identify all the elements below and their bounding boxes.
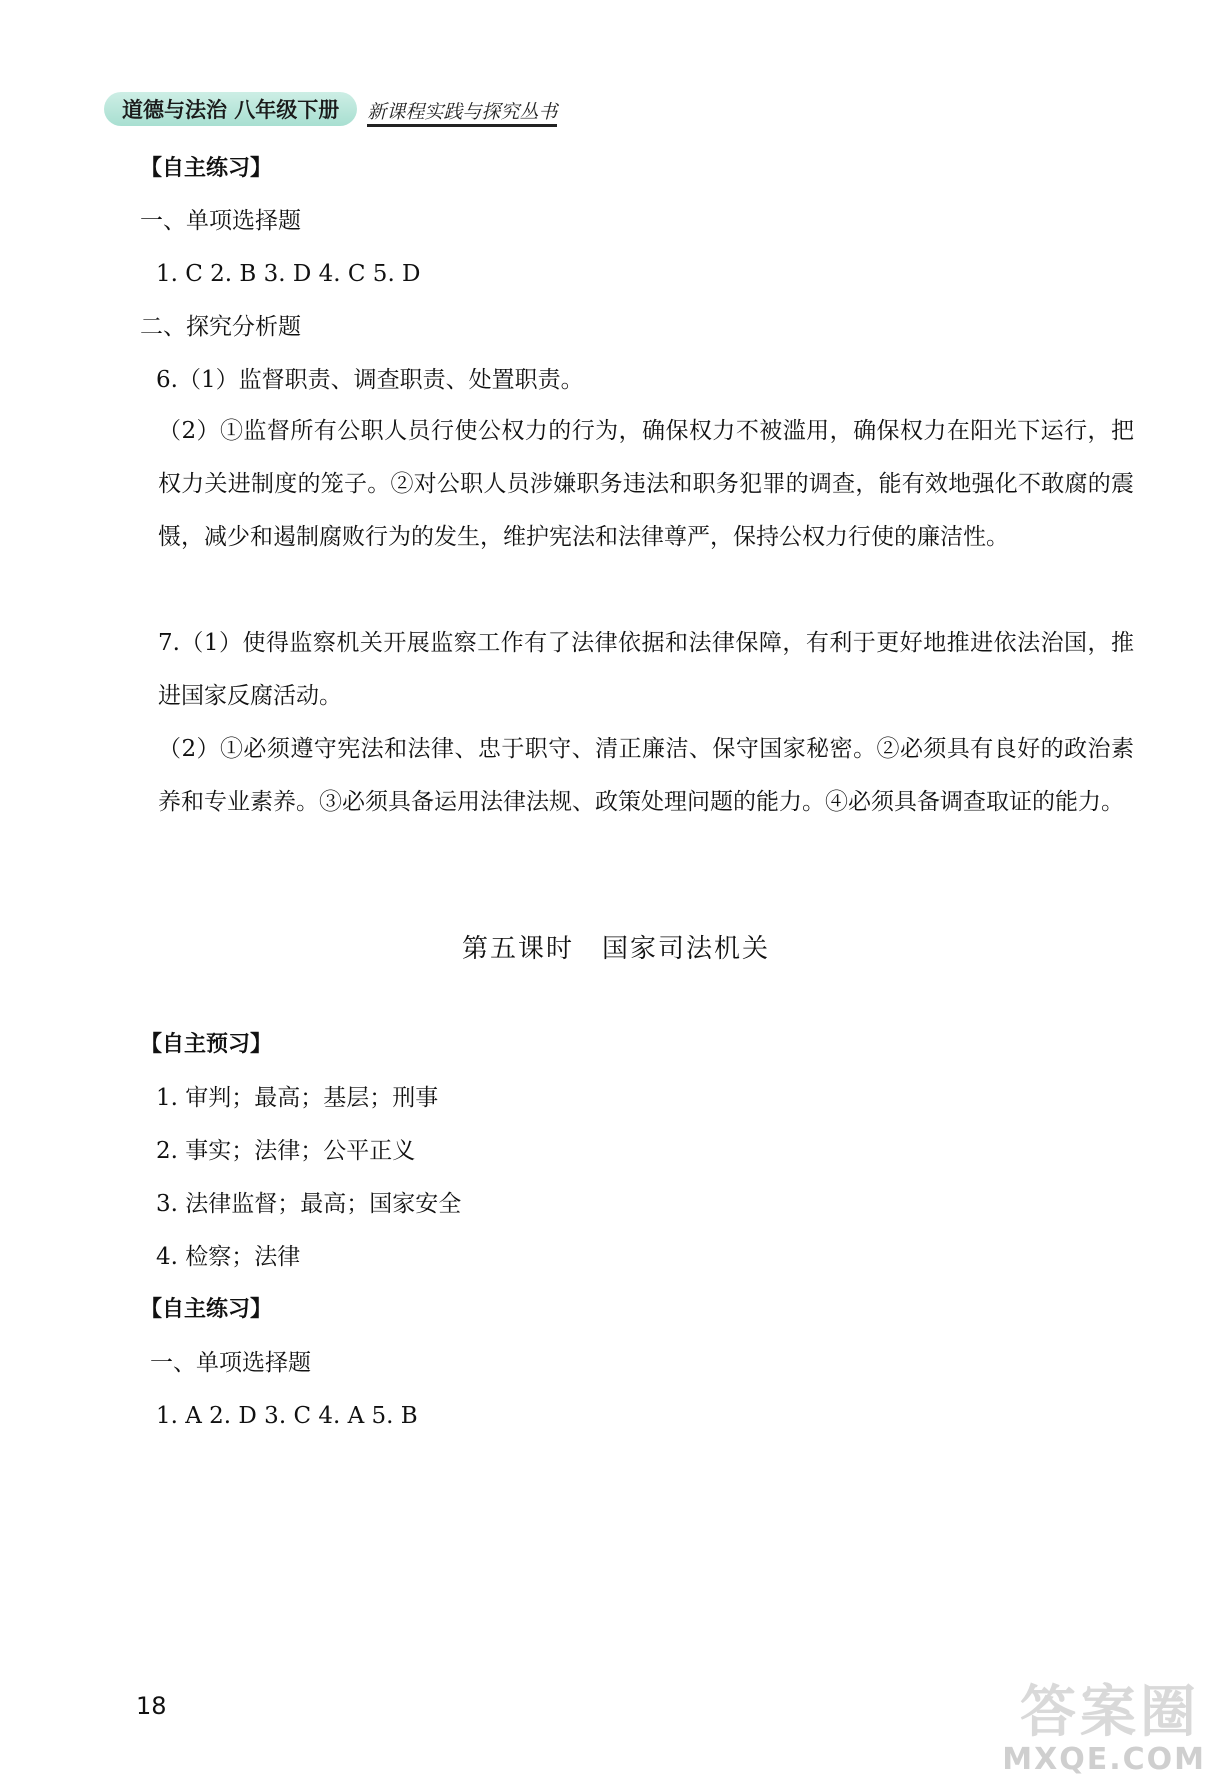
lesson-title: 第五课时 国家司法机关 — [461, 934, 770, 964]
watermark-top-text: 答案圈 — [1020, 1680, 1200, 1745]
running-header — [104, 90, 557, 126]
answer-q6-part2 — [118, 405, 1134, 564]
page-number: 18 — [136, 1692, 167, 1720]
answer-q7-part2-text: （2）①必须遵守宪法和法律、忠于职守、清正廉洁、保守国家秘密。②必须具有良好的政治素养和专业素养。③必须具备运用法律法规、政策处理问题的能力。④必须具备调查取证的能力。 — [158, 736, 1134, 815]
section-heading-practice-2: 【自主练习】 — [140, 1297, 273, 1322]
watermark-logo — [980, 1668, 1210, 1786]
preview-answer-2: 2. 事实；法律；公平正义 — [156, 1138, 416, 1164]
answer-q7-part1-text: 7.（1）使得监察机关开展监察工作有了法律依据和法律保障，有利于更好地推进依法治国，推进国家反腐活动。 — [158, 630, 1134, 709]
answers-single-choice: 1. C 2. B 3. D 4. C 5. D — [156, 261, 421, 287]
preview-answer-4: 4. 检察；法律 — [156, 1244, 301, 1270]
answer-q7-part2 — [118, 723, 1134, 829]
part-title-single-choice-2: 一、单项选择题 — [150, 1350, 311, 1376]
section-heading-practice: 【自主练习】 — [140, 156, 273, 181]
part-title-analysis: 二、探究分析题 — [140, 314, 301, 340]
answers-single-choice-2: 1. A 2. D 3. C 4. A 5. B — [156, 1403, 418, 1429]
preview-answer-3: 3. 法律监督；最高；国家安全 — [156, 1191, 462, 1217]
answer-q7-part1 — [118, 617, 1134, 723]
subject-label: 道德与法治 八年级下册 — [104, 92, 357, 126]
preview-answer-1: 1. 审判；最高；基层；刑事 — [156, 1085, 439, 1111]
section-heading-preview: 【自主预习】 — [140, 1032, 273, 1057]
answer-q6-part2-text: （2）①监督所有公职人员行使公权力的行为，确保权力不被滥用，确保权力在阳光下运行，把权力关进制度的笼子。②对公职人员涉嫌职务违法和职务犯罪的调查，能有效地强化不敢腐的震慑，减少和遏制腐败行为的发生，维护宪法和法律尊严，保持公权力行使的廉洁性。 — [158, 418, 1134, 550]
answer-q6-part1: 6.（1）监督职责、调查职责、处置职责。 — [156, 367, 584, 393]
watermark-bottom-text: MXQE.COM — [1002, 1742, 1206, 1777]
part-title-single-choice: 一、单项选择题 — [140, 208, 301, 234]
series-label: 新课程实践与探究丛书 — [367, 100, 557, 126]
